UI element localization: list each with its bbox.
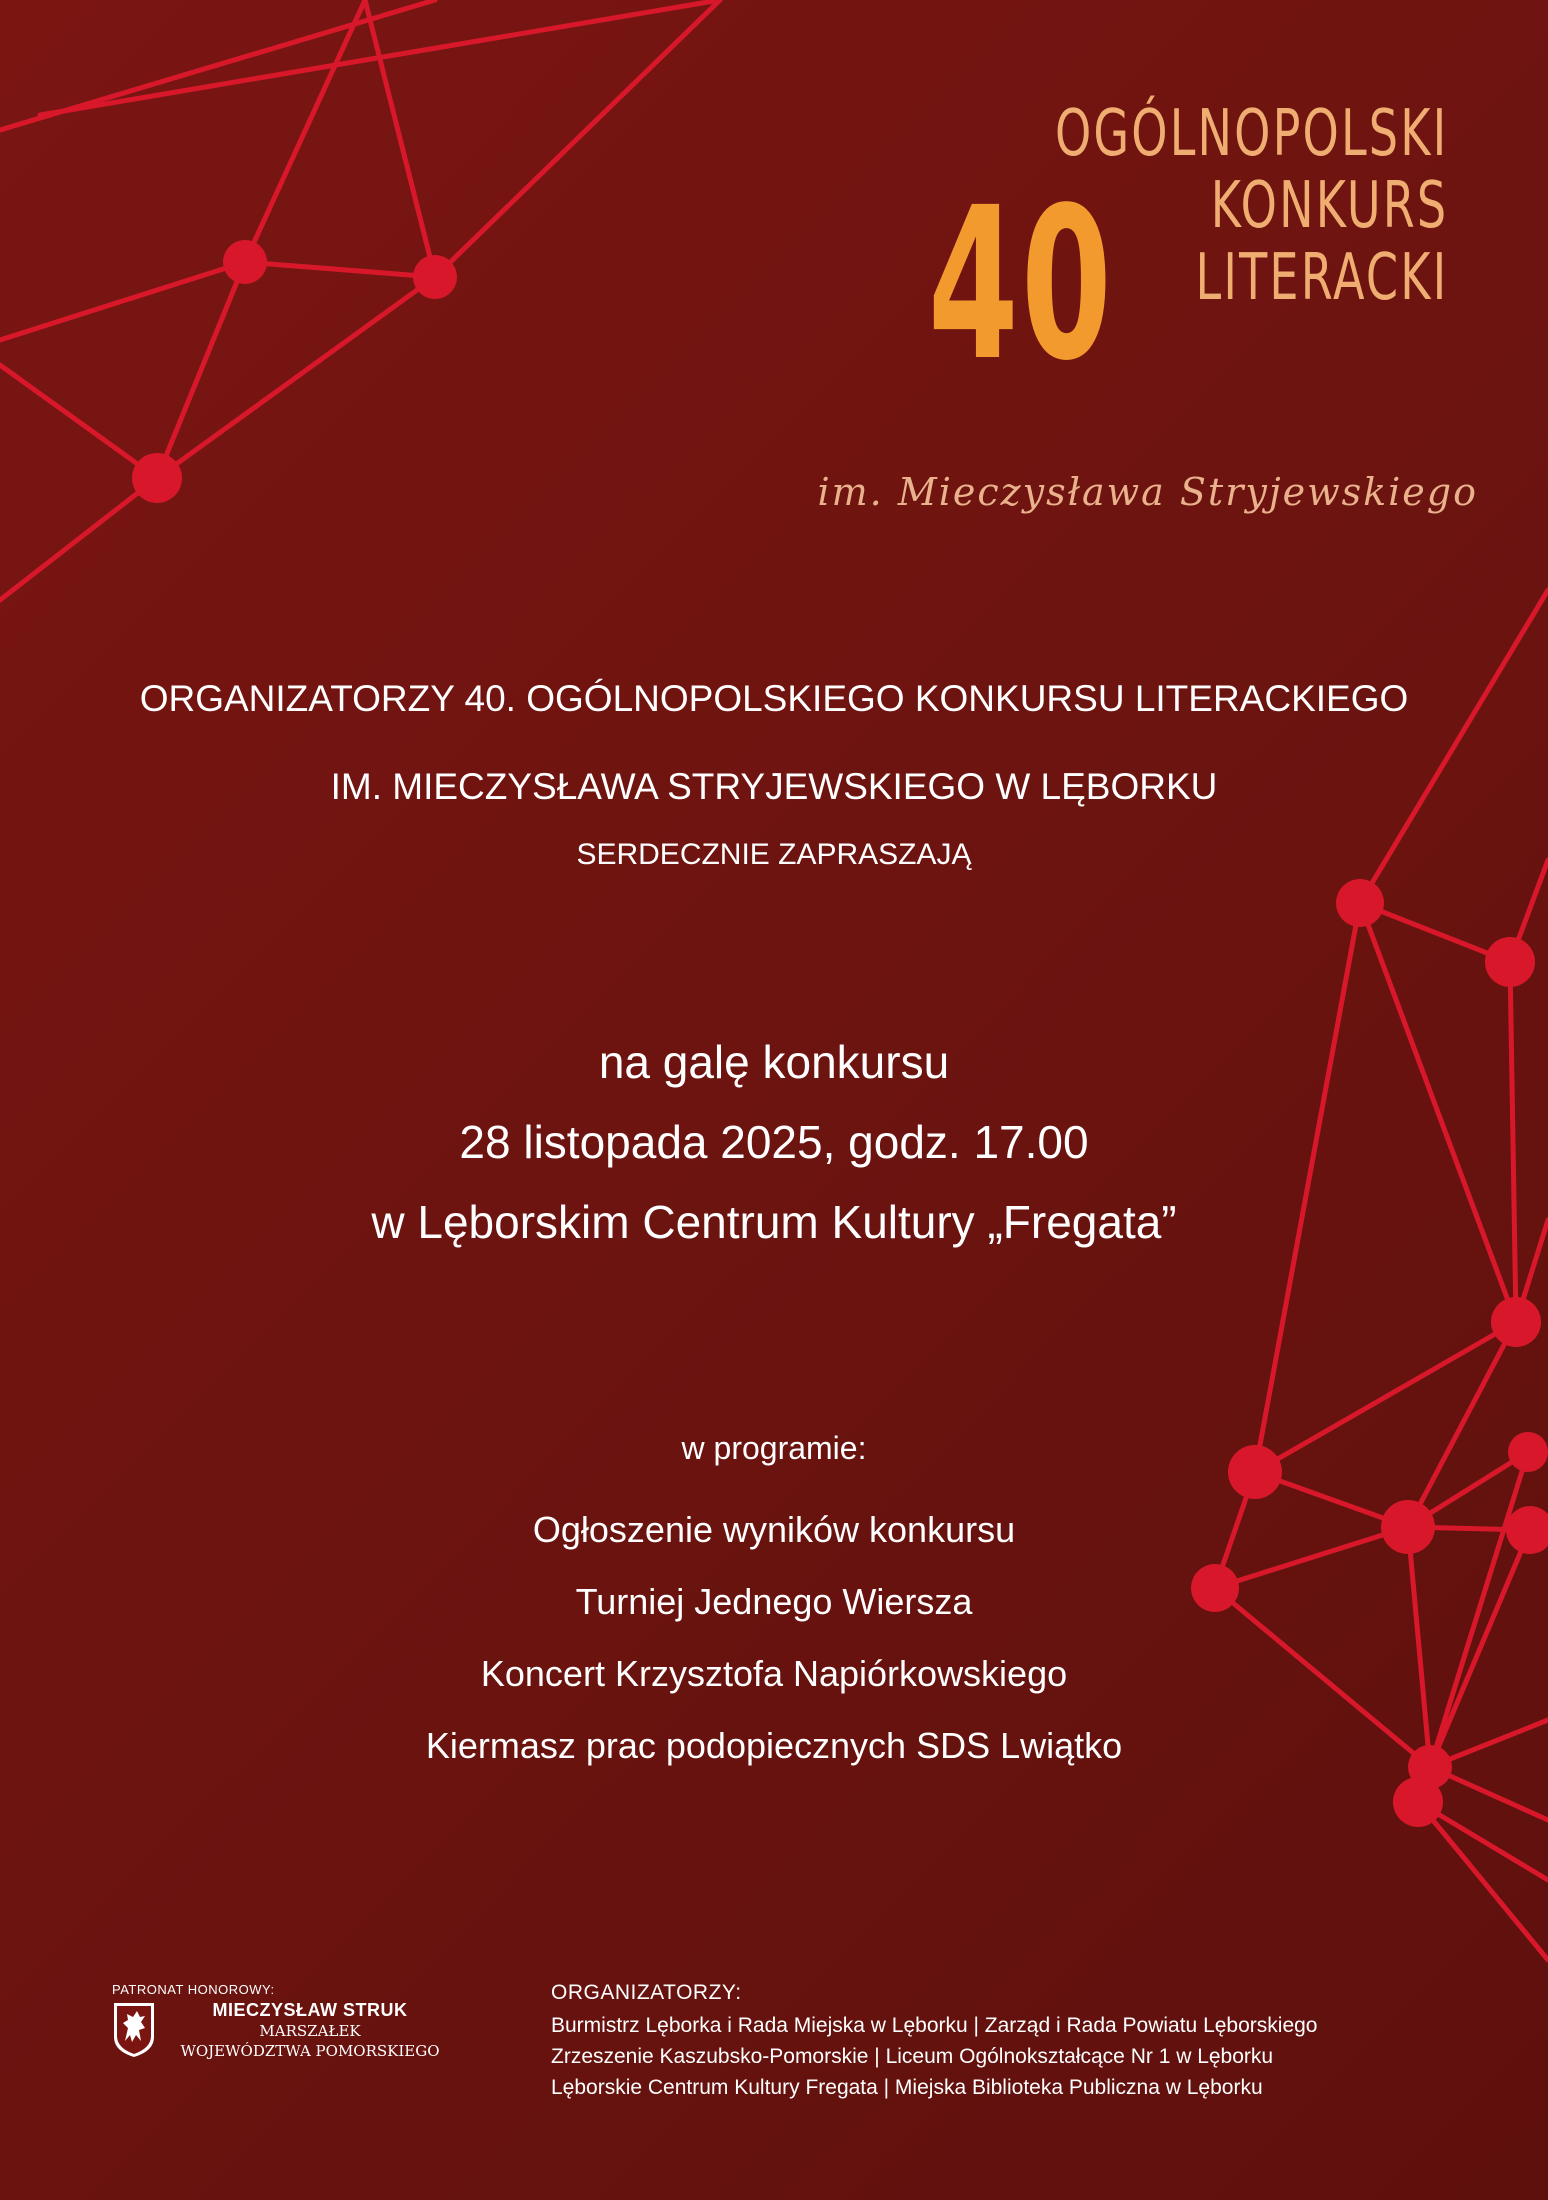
invite-text: SERDECZNIE ZAPRASZAJĄ — [576, 838, 972, 871]
patron-region: WOJEWÓDZTWA POMORSKIEGO — [180, 2042, 440, 2060]
program-item: Turniej Jednego Wiersza — [575, 1581, 973, 1622]
program-heading: w programie: — [681, 1430, 867, 1466]
logo-words — [902, 98, 1448, 314]
logo-word: OGÓLNOPOLSKI — [1054, 97, 1448, 171]
organizers-line: ORGANIZATORZY 40. OGÓLNOPOLSKIEGO KONKURSU LITERACKIEGO — [139, 678, 1409, 719]
event-details — [0, 1022, 1548, 1262]
organizers-list-line: Zrzeszenie Kaszubsko-Pomorskie | Liceum Ogólnokształcące Nr 1 w Lęborku — [551, 2045, 1274, 2068]
patron-name: MIECZYSŁAW STRUK — [212, 2000, 408, 2020]
patron-title: MARSZAŁEK — [259, 2022, 361, 2040]
patron-label: PATRONAT HONOROWY: — [112, 1982, 275, 1997]
organizers-list — [551, 2010, 1317, 2103]
logo-subtitle: im. Mieczysława Stryjewskiego — [817, 470, 1478, 514]
logo-number: 40 — [928, 162, 1115, 407]
logo-word: KONKURS — [1210, 169, 1448, 243]
program-list — [0, 1494, 1548, 1782]
event-venue: w Lęborskim Centrum Kultury „Fregata” — [371, 1196, 1177, 1248]
organizers-heading — [0, 655, 1548, 831]
patron-block — [174, 2000, 446, 2061]
logo-word: LITERACKI — [1195, 241, 1448, 315]
event-date: 28 listopada 2025, godz. 17.00 — [459, 1116, 1089, 1168]
griffin-crest-icon — [112, 2001, 156, 2059]
organizers-list-line: Lęborskie Centrum Kultury Fregata | Miejska Biblioteka Publiczna w Lęborku — [551, 2076, 1263, 2099]
event-line: na galę konkursu — [598, 1036, 950, 1088]
organizers-label: ORGANIZATORZY: — [551, 1981, 742, 2004]
organizers-line: IM. MIECZYSŁAWA STRYJEWSKIEGO W LĘBORKU — [330, 766, 1218, 807]
organizers-list-line: Burmistrz Lęborka i Rada Miejska w Lęborku | Zarząd i Rada Powiatu Lęborskiego — [551, 2014, 1318, 2037]
program-item: Ogłoszenie wyników konkursu — [532, 1509, 1016, 1550]
program-item: Koncert Krzysztofa Napiórkowskiego — [480, 1653, 1068, 1694]
program-item: Kiermasz prac podopiecznych SDS Lwiątko — [425, 1725, 1123, 1766]
